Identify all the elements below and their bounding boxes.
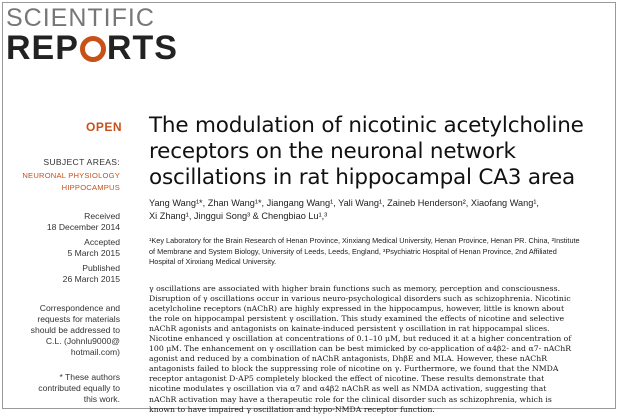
abstract <box>149 284 613 415</box>
affiliation-line: ¹Key Laboratory for the Brain Research of Henan Province, Xinxiang Medical University, Henan Province, Henan PR. China, ²Institute <box>149 236 580 245</box>
title-line: The modulation of nicotinic acetylcholine <box>149 113 584 138</box>
affiliation-line: Hospital of Xinxiang Medical University. <box>149 257 277 266</box>
subject-area-link[interactable]: NEURONAL PHYSIOLOGY <box>22 171 120 180</box>
accepted-label: Accepted <box>84 237 120 247</box>
abstract-line: nAChR activation may have a therapeutic role for the clinical disorder such as schizophrenia, which is <box>149 394 552 404</box>
abstract-line: antagonists failed to block the suppressing role of nicotine on γ. Furthermore, we found that the NMDA <box>149 364 559 374</box>
abstract-line: nAChR agonists and antagonists on kainate-induced persistent γ oscillation in rat hippocampal slices. <box>149 324 550 334</box>
correspondence-line: Correspondence and <box>39 303 120 313</box>
correspondence-email[interactable]: C.L. (Johnlu9000@ <box>45 336 120 346</box>
author-line: Yang Wang¹*, Zhan Wang¹*, Jiangang Wang¹, Yali Wang¹, Zaineb Henderson², Xiaofang Wang¹, <box>149 198 539 208</box>
affiliation-line: of Membrane and System Biology, University of Leeds, Leeds, England, ³Psychiatric Hospital of Henan Province, 2nd Affiliated <box>149 246 557 256</box>
correspondence-line: requests for materials <box>37 314 120 324</box>
received-date-block <box>4 211 120 233</box>
abstract-line: Nicotine enhanced γ oscillation at concentrations of 0.1–10 μM, but reduced it at a higher concentration of <box>149 334 572 344</box>
abstract-line: known to have impaired γ oscillation and hypo-NMDA receptor function. <box>149 404 435 414</box>
title-line: receptors on the neuronal network <box>149 139 516 164</box>
abstract-line: the role on hippocampal persistent γ oscillation. This study examined the effects of nicotine and selective <box>149 314 565 324</box>
accepted-date-block <box>4 237 120 259</box>
affiliations <box>149 236 611 268</box>
logo-ring-icon <box>80 36 106 62</box>
correspondence-note <box>4 303 120 358</box>
published-value: 26 March 2015 <box>62 274 120 284</box>
journal-name-bottom-post: RTS <box>106 29 178 67</box>
correspondence-line: should be addressed to <box>30 325 120 335</box>
article-title <box>149 113 619 191</box>
abstract-line: acetylcholine receptors (nAChR) are highly expressed in the hippocampus, however, little is known about <box>149 304 565 314</box>
equal-contribution-note <box>4 372 120 405</box>
author-line: Xi Zhang¹, Jinggui Song³ & Chengbiao Lu¹,³ <box>149 211 328 221</box>
abstract-line: agonist and reduced by a combination of nAChR antagonists, DhβE and MLA. However, these nAChR <box>149 354 548 364</box>
author-list <box>149 197 609 223</box>
journal-logo[interactable] <box>6 30 178 66</box>
equal-contribution-line: this work. <box>83 394 120 404</box>
correspondence-email[interactable]: hotmail.com) <box>70 347 120 357</box>
published-date-block <box>4 263 120 285</box>
accepted-value: 5 March 2015 <box>67 248 120 258</box>
published-label: Published <box>82 263 120 273</box>
subject-area-link[interactable]: HIPPOCAMPUS <box>61 183 120 192</box>
received-label: Received <box>84 211 120 221</box>
abstract-line: γ oscillations are associated with higher brain functions such as memory, perception and consciousness. <box>149 284 561 293</box>
open-access-label: OPEN <box>85 120 122 134</box>
journal-name-bottom-pre: REP <box>6 29 79 67</box>
abstract-line: Disruption of γ oscillations occur in various neuro-psychological disorders such as schizophrenia. Nicotinic <box>149 294 571 304</box>
abstract-line: 100 μM. The enhancement on γ oscillation can be best mimicked by co-application of α4β2- and α7- nAChR <box>149 344 572 354</box>
abstract-line: nicotine modulates γ oscillation via α7 and α4β2 nAChR as well as NMDA activation, suggesting that <box>149 384 547 394</box>
subject-areas-heading: SUBJECT AREAS: <box>43 157 120 167</box>
equal-contribution-line: contributed equally to <box>38 383 120 393</box>
journal-name-top: SCIENTIFIC <box>6 4 155 32</box>
received-value: 18 December 2014 <box>46 222 120 232</box>
abstract-line: receptor antagonist D-AP5 completely blocked the effect of nicotine. These results demonstrate that <box>149 374 545 384</box>
title-line: oscillations in rat hippocampal CA3 area <box>149 165 575 190</box>
equal-contribution-line: * These authors <box>59 372 120 382</box>
